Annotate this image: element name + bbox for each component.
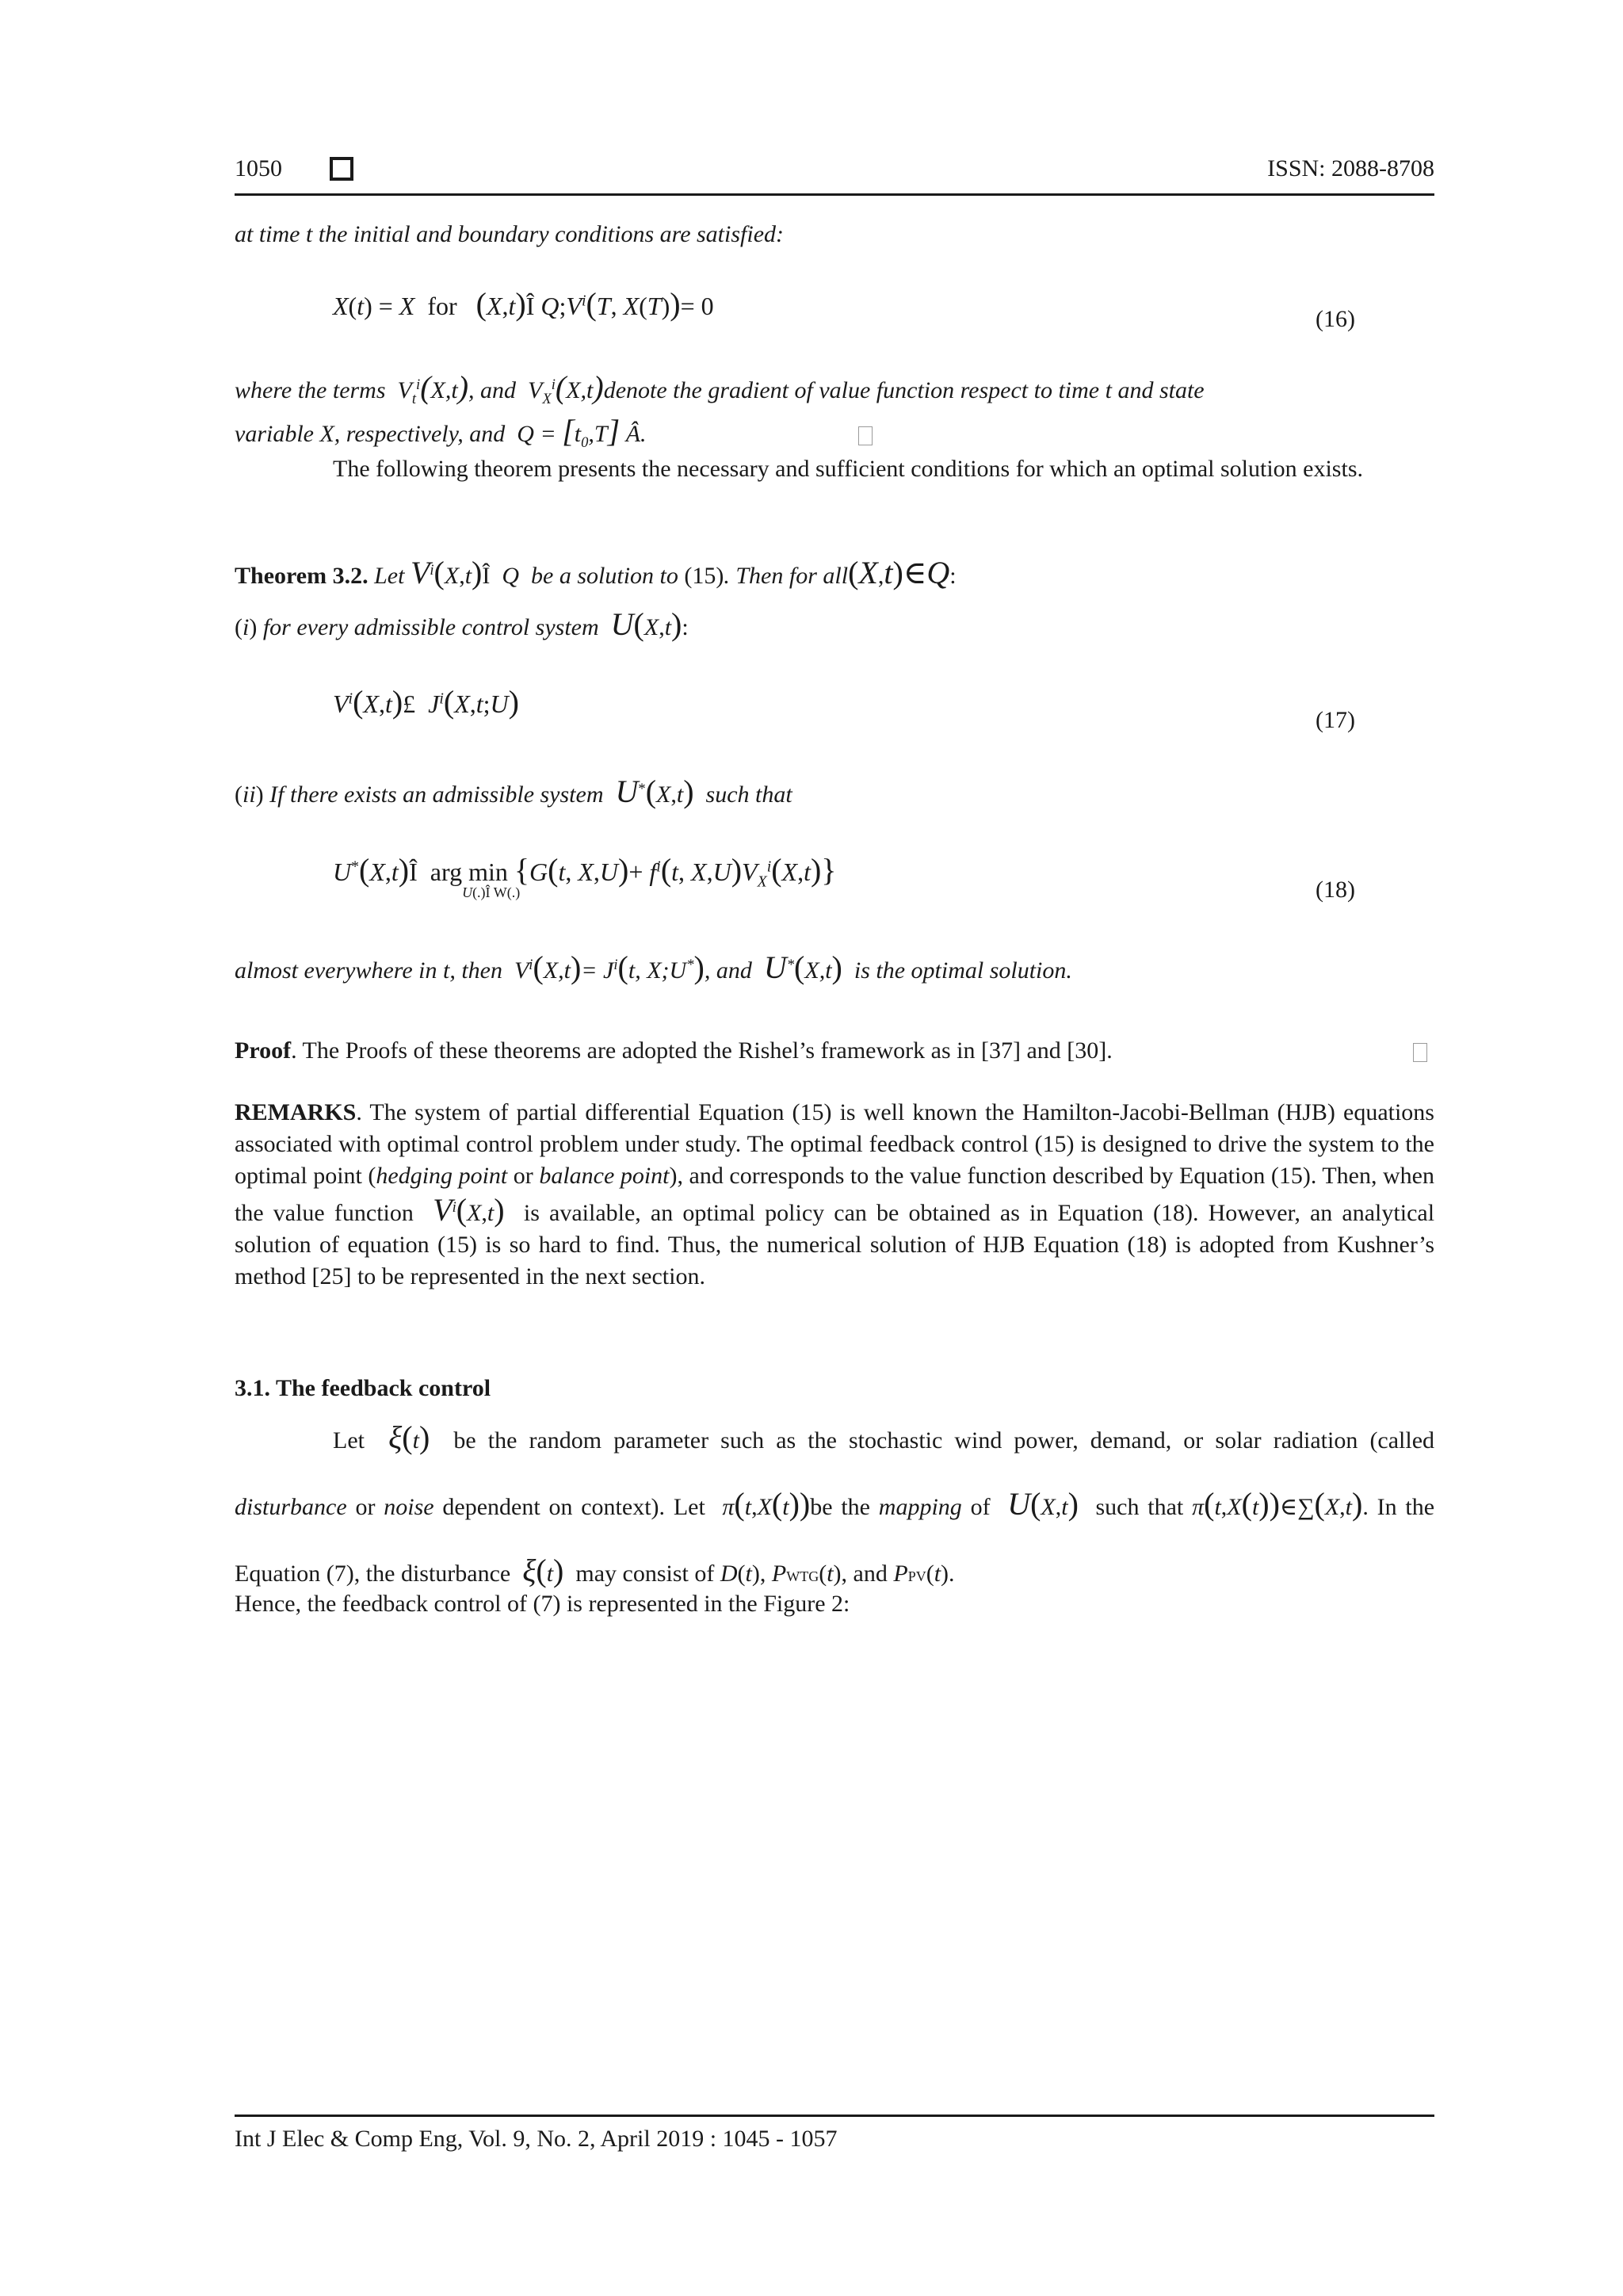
theorem-item-i: (i) for every admissible control system U(X,t):: [235, 606, 689, 642]
equation-18: U*(X,t)Î arg min U(.)Î W(.) {G(t, $X,U)+ f^i(t$, $X,U)V_X^i(X,t)$}: [333, 852, 837, 900]
intro-line: at time t the initial and boundary conditions are satisfied:: [235, 221, 785, 247]
equation-17-number: (17): [1316, 707, 1355, 733]
theorem-item-ii: (ii) If there exists an admissible system U*(X,t) such that: [235, 774, 792, 809]
page-header: [235, 155, 1434, 197]
section-closing-line: Hence, the feedback control of (7) is represented in the Figure 2:: [235, 1591, 850, 1617]
where-paragraph: where the terms $V_t^i(X,t)$, and $V_X^i(X,t)denote$ the gradient of value function respect to time t and state variable X, respectively, and $Q = [t_0,T]$ Â.: [235, 369, 1205, 451]
qed-box-icon: [1413, 1043, 1427, 1062]
equation-16: X(t) = X for (X,t)Î $Q;V^i(T$, X(T))= 0: [333, 286, 714, 322]
page-footer: Int J Elec & Comp Eng, Vol. 9, No. 2, April 2019 : 1045 - 1057: [235, 2126, 838, 2152]
page-number: 1050: [235, 155, 282, 181]
theorem-statement: Theorem 3.2. Let $V^i(X,t)Î$ Q be a solution to (15). Then for all(X,t)∈Q:: [235, 555, 957, 590]
remarks-paragraph: REMARKS. The system of partial differential Equation (15) is well known the Hamilton-Jacobi-Bellman (HJB) equations associated with optimal control problem under study. The optimal feedback control (15) is designed to drive the system to the optimal point (hedging point or balance point), and corresponds to the value function described by Equation (15). Then, when the value function $V^i(X,t)$ is available, an optimal policy can be obtained as in Equation (18). However, an analytical solution of equation (15) is so hard to find. Thus, the numerical solution of HJB Equation (18) is adopted from Kushner’s method [25] to be represented in the next section.: [235, 1099, 1435, 1289]
missing-glyph-icon: [858, 426, 873, 445]
equation-17: $V^i(X,t)£$ $J^i(X,t;U)$: [333, 684, 519, 720]
following-paragraph: The following theorem presents the necessary and sufficient conditions for which an optimal solution exists.: [333, 456, 1363, 482]
equation-16-number: (16): [1316, 306, 1355, 332]
square-bullet-icon: [330, 157, 353, 181]
issn: ISSN: 2088-8708: [1267, 155, 1434, 181]
section-paragraph: Let ξ(t) be the random parameter such as the stochastic wind power, demand, or solar radiation (called disturbance or noise dependent on context). Let π(t,X(t))be the mapping of U(X,t) such that π(t,X(t))∈∑(X,t). In the Equation (7), the disturbance ξ(t) may consist of D(t), PWTG(t), and PPV(t).: [235, 1419, 1435, 1588]
equation-18-number: (18): [1316, 877, 1355, 903]
theorem-conclusion: almost everywhere in t, then $V^i(X,t)= J^i(t$, X;U*), and U*(X,t) is the optimal solution.: [235, 949, 1072, 985]
footer-rule: [235, 2115, 1434, 2117]
header-rule: [235, 193, 1434, 196]
section-heading: 3.1. The feedback control: [235, 1375, 491, 1401]
proof-paragraph: Proof. The Proofs of these theorems are adopted the Rishel’s framework as in [37] and [30].: [235, 1037, 1113, 1064]
